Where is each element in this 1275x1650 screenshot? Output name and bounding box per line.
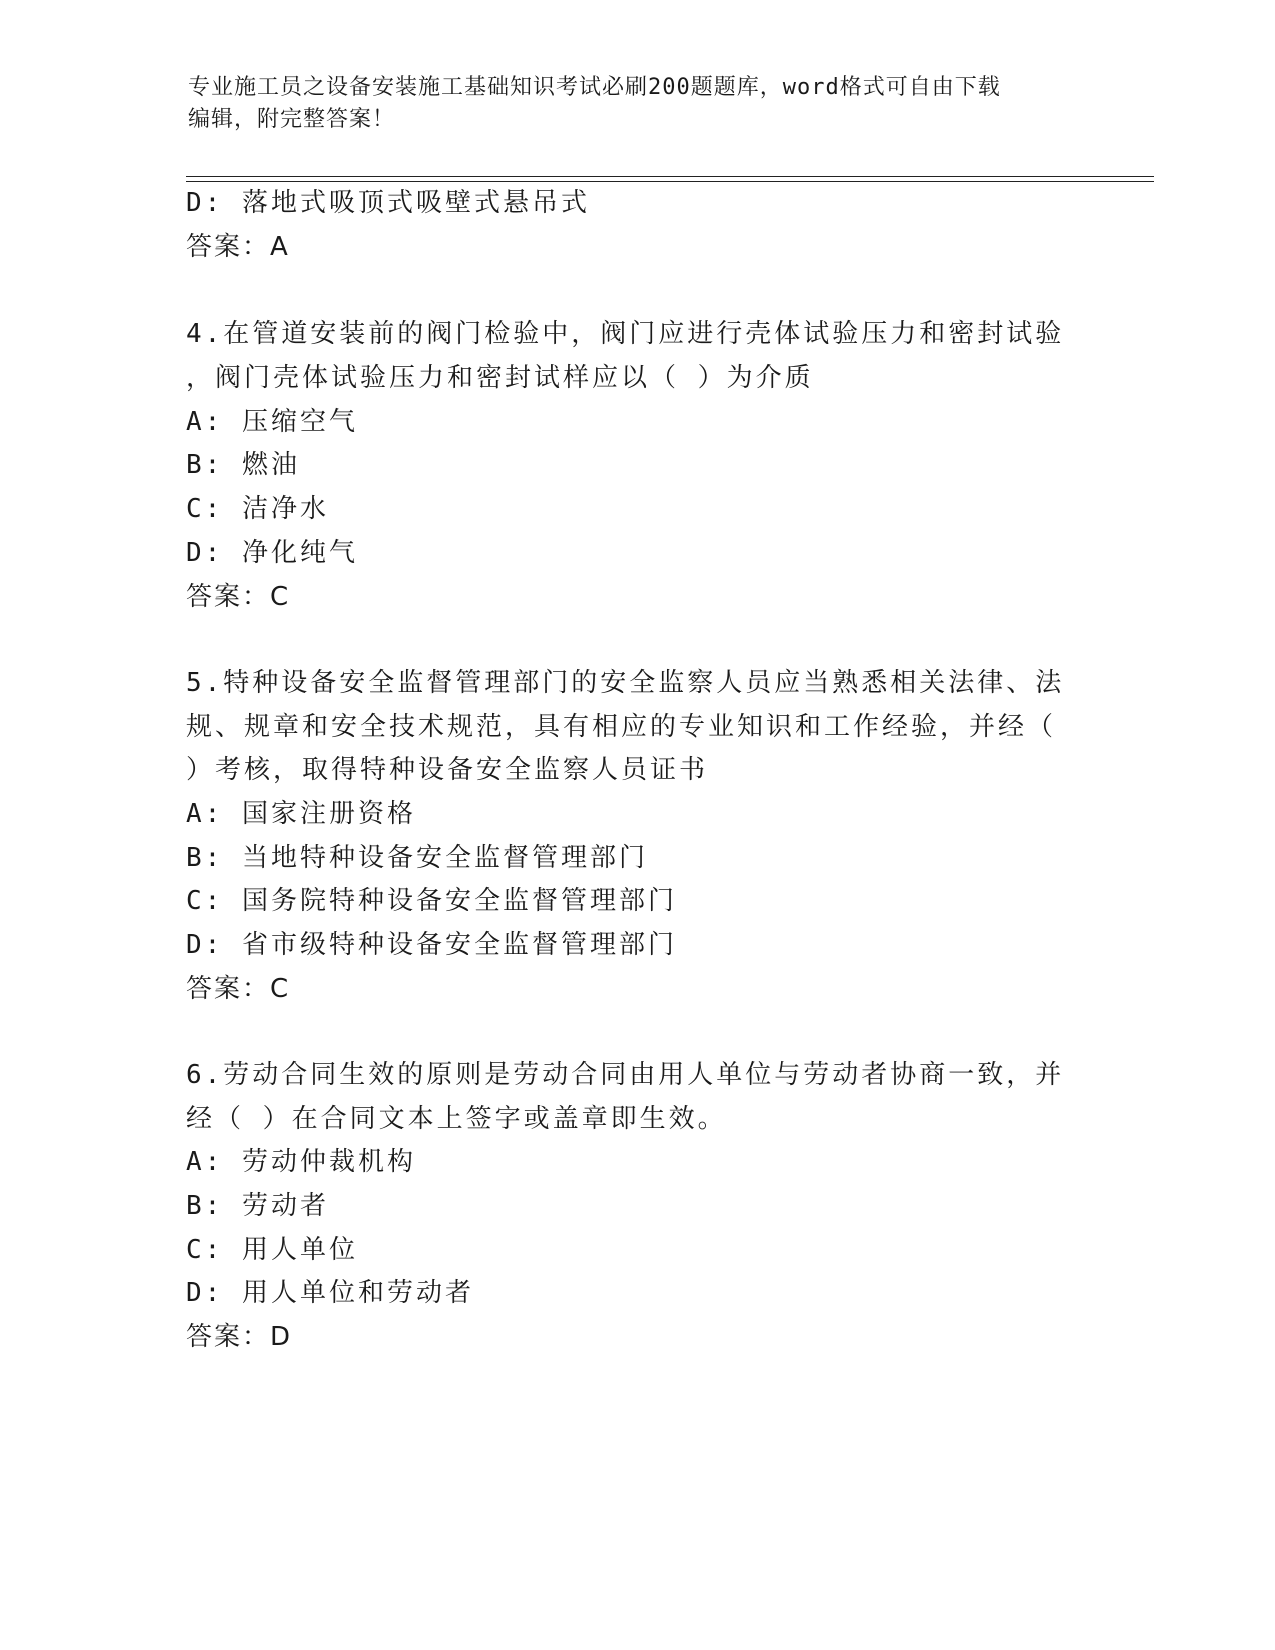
question-text-line: 规、规章和安全技术规范，具有相应的专业知识和工作经验，并经（ xyxy=(186,712,1057,742)
option-a: A: 劳动仲裁机构 xyxy=(186,1147,416,1177)
header-divider-top xyxy=(186,176,1154,177)
option-c: C: 用人单位 xyxy=(186,1235,358,1265)
question-text-line: 5.特种设备安全监督管理部门的安全监察人员应当熟悉相关法律、法 xyxy=(186,668,1065,698)
answer-line: 答案：C xyxy=(186,582,291,612)
option-a: A: 压缩空气 xyxy=(186,407,358,437)
header-title-line-1: 专业施工员之设备安装施工基础知识考试必刷200题题库，word格式可自由下载 xyxy=(188,75,1001,100)
document-header xyxy=(188,72,1088,136)
option-d: D: 净化纯气 xyxy=(186,538,358,568)
question-text-line: ）考核，取得特种设备安全监察人员证书 xyxy=(186,755,709,785)
option-d: D: 用人单位和劳动者 xyxy=(186,1278,474,1308)
header-title-line-2: 编辑，附完整答案！ xyxy=(188,107,396,132)
question-text-line: 6.劳动合同生效的原则是劳动合同由用人单位与劳动者协商一致，并 xyxy=(186,1060,1065,1090)
option-d: D: 省市级特种设备安全监督管理部门 xyxy=(186,930,677,960)
option-c: C: 国务院特种设备安全监督管理部门 xyxy=(186,886,677,916)
option-b: B: 燃油 xyxy=(186,450,300,480)
option-b: B: 劳动者 xyxy=(186,1191,329,1221)
answer-line: 答案：C xyxy=(186,974,291,1004)
question-text-line: 4.在管道安装前的阀门检验中，阀门应进行壳体试验压力和密封试验 xyxy=(186,319,1065,349)
option-a: A: 国家注册资格 xyxy=(186,799,416,829)
header-divider-bottom xyxy=(186,181,1154,182)
question-text-line: ，阀门壳体试验压力和密封试样应以（ ）为介质 xyxy=(186,363,814,393)
question-text-line: 经（ ）在合同文本上签字或盖章即生效。 xyxy=(186,1104,727,1134)
answer-line: 答案：A xyxy=(186,232,290,262)
answer-line: 答案：D xyxy=(186,1322,293,1352)
option-c: C: 洁净水 xyxy=(186,494,329,524)
option-b: B: 当地特种设备安全监督管理部门 xyxy=(186,843,648,873)
option-d: D: 落地式吸顶式吸壁式悬吊式 xyxy=(186,188,590,218)
